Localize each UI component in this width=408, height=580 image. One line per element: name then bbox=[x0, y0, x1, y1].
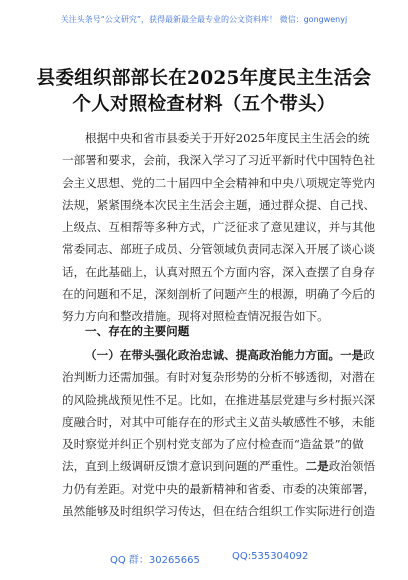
body-line-with-point bbox=[62, 455, 376, 477]
body-line: 虽然能够及时组织学习传达，但在结合组织工作实际进行创造 bbox=[62, 504, 376, 519]
header-banner: 关注头条号“公文研究”，获得最新最全最专业的公文资料库！ 微信：gongwenyj bbox=[60, 15, 348, 24]
document-title-line2: 个人对照检查材料（五个带头） bbox=[72, 94, 336, 115]
intro-line: 话，在此基础上，认真对照五个方面内容，深入查摆了自身存 bbox=[62, 264, 376, 279]
body-line: 度融合时，对其中可能存在的形式主义苗头敏感性不够，未能 bbox=[62, 414, 376, 429]
intro-line: 常委同志、部班子成员、分管领域负责同志深入开展了谈心谈 bbox=[62, 242, 376, 257]
intro-line: 法规，紧紧围绕本次民主生活会主题，通过群众提、自己找、 bbox=[62, 197, 376, 212]
body-line: 的风险挑战预见性不足。比如，在推进基层党建与乡村振兴深 bbox=[62, 392, 376, 407]
body-line: 治判断力还需加强。有时对复杂形势的分析不够透彻，对潜在 bbox=[62, 370, 376, 385]
subsection-paragraph bbox=[62, 344, 376, 522]
subsection-lead-line bbox=[62, 344, 375, 366]
section-heading: 一、存在的主要问题 bbox=[85, 324, 190, 338]
intro-paragraph bbox=[62, 127, 376, 328]
qq-contact-link[interactable]: QQ:535304092 bbox=[232, 551, 309, 562]
body-text: 法，直到上级调研反馈才意识到问题的严重性。 bbox=[62, 459, 306, 474]
footer bbox=[0, 544, 408, 580]
point-label: 一是 bbox=[340, 348, 364, 362]
intro-line: 在的问题和不足，深刻剖析了问题产生的根源，明确了今后的 bbox=[62, 287, 376, 302]
document-title-line1: 县委组织部部长在2025年度民主生活会 bbox=[36, 68, 372, 89]
intro-line: 上级点、互相帮等多种方式，广泛征求了意见建议，并与其他 bbox=[62, 220, 376, 235]
intro-line: 努力方向和整改措施。现将对照检查情况报告如下。 bbox=[62, 309, 329, 324]
point-label: 二是 bbox=[305, 459, 329, 474]
lead-tail: 政 bbox=[363, 348, 375, 362]
intro-line: 一部署和要求，会前，我深入学习了习近平新时代中国特色社 bbox=[62, 153, 376, 168]
body-text: 政治领悟 bbox=[328, 459, 376, 474]
body-line: 力仍有差距。对党中央的最新精神和省委、市委的决策部署， bbox=[62, 481, 376, 496]
qq-group-link[interactable]: QQ 群：30265665 bbox=[110, 555, 200, 566]
body-line: 及时察觉并纠正个别村党支部为了应付检查而“造盆景”的做 bbox=[62, 437, 364, 452]
intro-line: 会主义思想、党的二十届四中全会精神和中央八项规定等党内 bbox=[62, 175, 376, 190]
subsection-lead: （一）在带头强化政治忠诚、提高政治能力方面。 bbox=[85, 348, 341, 362]
intro-line: 根据中央和省市县委关于开好2025年度民主生活会的统 bbox=[85, 131, 370, 145]
